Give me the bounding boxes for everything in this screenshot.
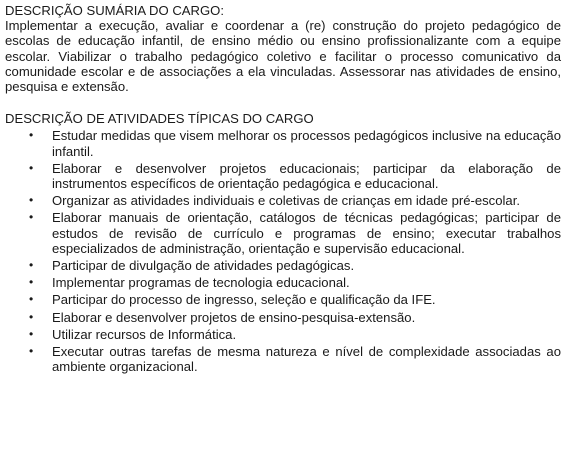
bullet-icon: • — [29, 275, 34, 290]
bullet-icon: • — [29, 210, 34, 225]
activity-item — [26, 258, 561, 273]
activity-text: Participar do processo de ingresso, seleção e qualificação da IFE. — [52, 292, 436, 308]
bullet-icon: • — [29, 128, 34, 143]
document-page — [5, 3, 561, 376]
summary-paragraph: Implementar a execução, avaliar e coordenar a (re) construção do projeto pedagógico de escolas de educação infantil, de ensino médio ou ensino profissionalizante com a equipe escolar. Viabilizar o trabalho pedagógico coletivo e facilitar o processo comunicativo da comunidade escolar e de associações a ela vinculadas. Assessorar nas atividades de ensino, pesquisa e extensão. — [5, 18, 561, 95]
activities-list — [5, 128, 561, 374]
bullet-icon: • — [29, 292, 34, 307]
activity-text: Executar outras tarefas de mesma natureza e nível de complexidade associadas ao ambiente organizacional. — [52, 344, 561, 375]
activity-item — [26, 292, 561, 307]
activity-text: Utilizar recursos de Informática. — [52, 326, 237, 342]
activity-text: Implementar programas de tecnologia educacional. — [52, 275, 350, 291]
summary-section-title: DESCRIÇÃO SUMÁRIA DO CARGO: — [5, 3, 224, 18]
activity-text: Organizar as atividades individuais e coletivas de crianças em idade pré-escolar. — [52, 193, 520, 209]
activity-item — [26, 161, 561, 191]
activity-text: Estudar medidas que visem melhorar os processos pedagógicos inclusive na educação infantil. — [52, 128, 561, 159]
bullet-icon: • — [29, 160, 34, 175]
activity-item — [26, 210, 561, 256]
activity-item — [26, 128, 561, 158]
bullet-icon: • — [29, 344, 34, 359]
activity-text: Elaborar e desenvolver projetos de ensino-pesquisa-extensão. — [52, 309, 416, 325]
activity-item — [26, 275, 561, 290]
activity-item — [26, 193, 561, 208]
activity-text: Elaborar manuais de orientação, catálogos de técnicas pedagógicas; participar de estudos de revisão de currículo e programas de ensino; executar trabalhos especializados de administração, orientação e supervisão educacional. — [52, 210, 561, 256]
section-spacer — [5, 94, 561, 111]
activity-item — [26, 344, 561, 374]
activity-text: Elaborar e desenvolver projetos educacionais; participar da elaboração de instrumentos específicos de orientação pedagógica e educacional. — [52, 160, 561, 192]
bullet-icon: • — [29, 326, 34, 341]
bullet-icon: • — [29, 309, 34, 324]
bullet-icon: • — [29, 258, 34, 273]
activity-item — [26, 327, 561, 342]
activities-section-title: DESCRIÇÃO DE ATIVIDADES TÍPICAS DO CARGO — [5, 111, 314, 127]
activity-item — [26, 310, 561, 325]
activity-text: Participar de divulgação de atividades pedagógicas. — [52, 258, 355, 274]
bullet-icon: • — [29, 193, 34, 208]
